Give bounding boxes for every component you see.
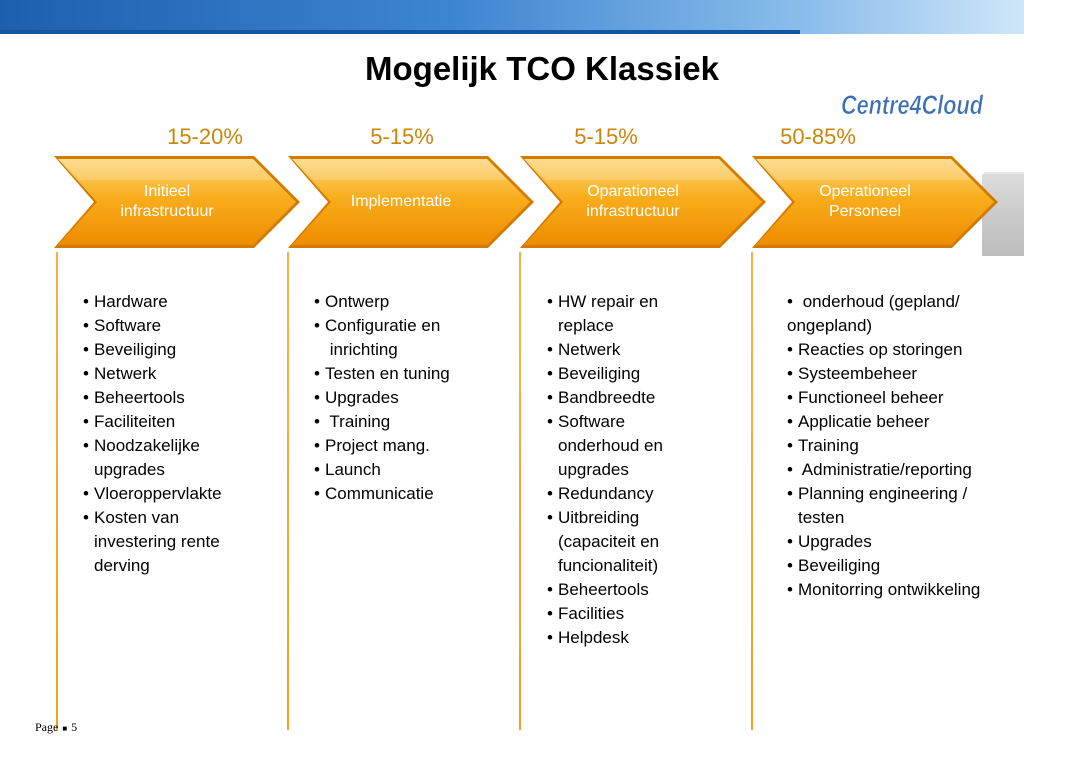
list-item: • Kosten van investering rente derving [83, 506, 273, 578]
list-item: • Upgrades [314, 386, 509, 410]
list-item: • Vloeroppervlakte [83, 482, 273, 506]
list-item: • Uitbreiding (capaciteit en funcionaliteit) [547, 506, 742, 578]
list-item: • Communicatie [314, 482, 509, 506]
phase-chevron-implementatie [288, 156, 534, 248]
cost-list-operationeel-personeel [787, 290, 1019, 602]
list-item: • Beheertools [547, 578, 742, 602]
list-item: • Redundancy [547, 482, 742, 506]
column-divider [751, 252, 753, 730]
phase-chevron-initieel [54, 156, 300, 248]
column-divider [287, 252, 289, 730]
page-label: Page [35, 720, 59, 734]
percentage-phase-3: 5-15% [574, 124, 638, 149]
list-item: • Training [314, 410, 509, 434]
list-item: • Training [787, 434, 1019, 458]
phase-label: Operationeel Personeel [819, 183, 911, 220]
list-item: • Administratie/reporting [787, 458, 1019, 482]
list-item: ongepland) [787, 316, 873, 335]
list-item: • Noodzakelijke upgrades [83, 434, 273, 482]
phase-label: Oparationeel infrastructuur [586, 183, 680, 220]
percentage-phase-1: 15-20% [167, 124, 243, 149]
header-band-strip [0, 30, 800, 34]
list-item: • Beheertools [83, 386, 273, 410]
list-item: • Configuratie en inrichting [314, 314, 509, 362]
list-item: • Software [83, 314, 273, 338]
list-item: • Testen en tuning [314, 362, 509, 386]
percentage-phase-2: 5-15% [370, 124, 434, 149]
cost-list-oparationeel-infrastructuur [547, 290, 742, 650]
cost-list-initieel [83, 290, 273, 578]
list-item: • Hardware [83, 290, 273, 314]
list-item: • Launch [314, 458, 509, 482]
phase-label: Implementatie [350, 193, 452, 210]
list-item: • Faciliteiten [83, 410, 273, 434]
column-divider [519, 252, 521, 730]
list-item: • Project mang. [314, 434, 509, 458]
list-item: • Systeembeheer [787, 362, 1019, 386]
list-item: • Software onderhoud en upgrades [547, 410, 742, 482]
phase-chevron-oparationeel-infrastructuur [520, 156, 766, 248]
phase-chevron-operationeel-personeel [752, 156, 998, 248]
centre4cloud-logo [840, 86, 986, 122]
cost-list-implementatie [314, 290, 509, 506]
column-divider [56, 252, 58, 730]
phase-label: Initieel infrastructuur [120, 183, 214, 220]
list-item: • Applicatie beheer [787, 410, 1019, 434]
list-item: • Netwerk [83, 362, 273, 386]
list-item: • Planning engineering / testen [787, 482, 1019, 530]
list-item: • Ontwerp [314, 290, 509, 314]
percentage-phase-4: 50-85% [780, 124, 856, 149]
separator-square-icon: ■ [62, 723, 68, 733]
list-item: • Beveiliging [83, 338, 273, 362]
list-item: • Bandbreedte [547, 386, 742, 410]
list-item: • Upgrades [787, 530, 1019, 554]
list-item: • HW repair en replace [547, 290, 742, 338]
list-item: • onderhoud (gepland/ [787, 290, 1019, 314]
page-number: 5 [71, 720, 78, 734]
svg-text:Centre4Cloud: Centre4Cloud [841, 90, 984, 120]
list-item: • Netwerk [547, 338, 742, 362]
list-item: • Monitorring ontwikkeling [787, 578, 1019, 602]
list-item: • Reacties op storingen [787, 338, 1019, 362]
list-item: • Beveiliging [787, 554, 1019, 578]
list-item: • Functioneel beheer [787, 386, 1019, 410]
list-item: • Helpdesk [547, 626, 742, 650]
list-item: • Beveiliging [547, 362, 742, 386]
slide-title: Mogelijk TCO Klassiek [365, 50, 719, 87]
header-band [0, 0, 1024, 34]
list-item: • Facilities [547, 602, 742, 626]
page-footer [35, 720, 77, 735]
